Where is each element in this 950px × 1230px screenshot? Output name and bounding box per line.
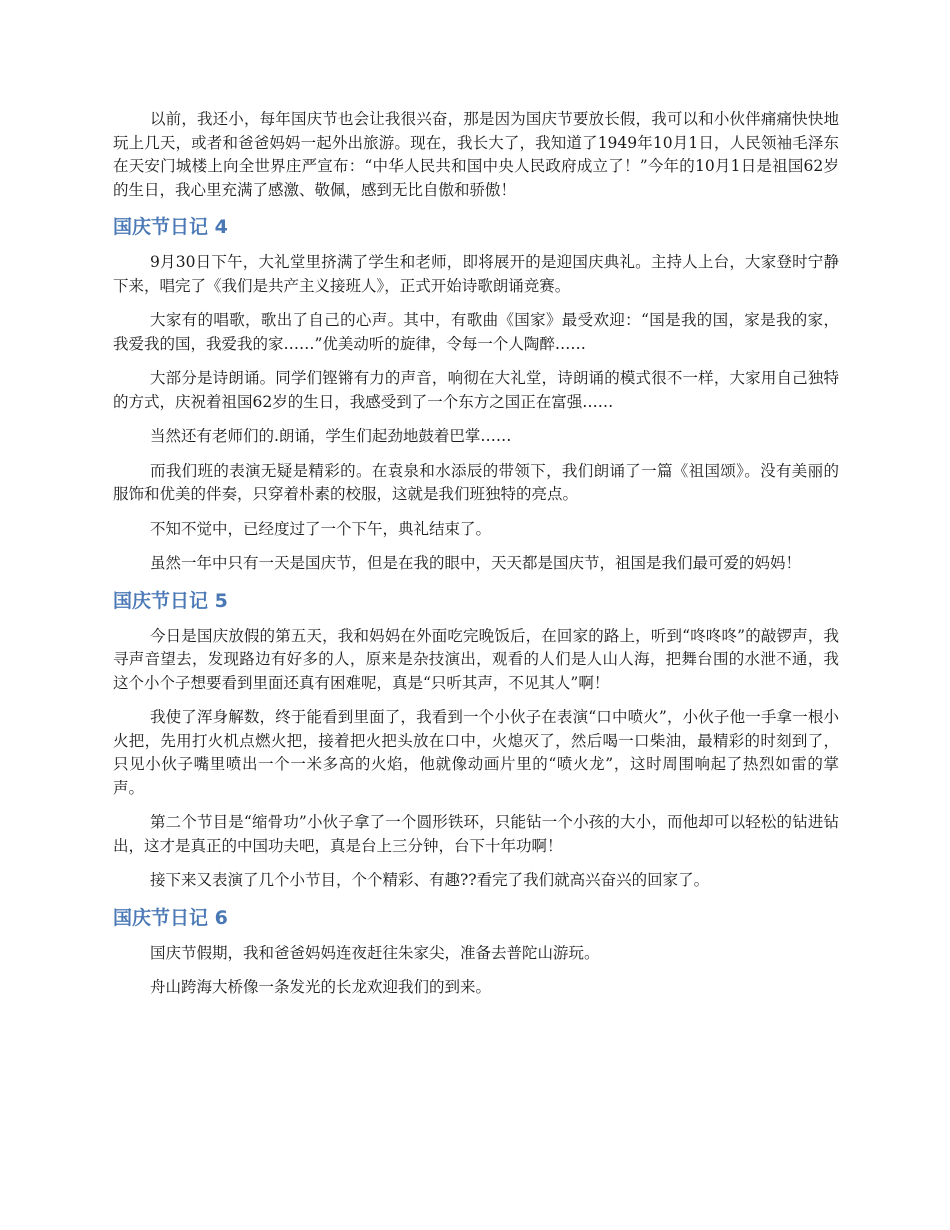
section-heading-diary-6: 国庆节日记 6 bbox=[113, 906, 228, 929]
paragraph: 以前，我还小，每年国庆节也会让我很兴奋，那是因为国庆节要放长假，我可以和小伙伴痛痛快快地玩上几天，或者和爸爸妈妈一起外出旅游。现在，我长大了，我知道了1949年10月1日，人民领袖毛泽东在天安门城楼上向全世界庄严宣布：“中华人民共和国中央人民政府成立了！”今年的10月1日是祖国62岁的生日，我心里充满了感激、敬佩，感到无比自傲和骄傲！ bbox=[113, 110, 839, 199]
paragraph: 大家有的唱歌，歌出了自己的心声。其中，有歌曲《国家》最受欢迎：“国是我的国，家是我的家，我爱我的国，我爱我的家……”优美动听的旋律，令每一个人陶醉…… bbox=[113, 311, 839, 353]
paragraph: 9月30日下午，大礼堂里挤满了学生和老师，即将展开的是迎国庆典礼。主持人上台，大家登时宁静下来，唱完了《我们是共产主义接班人》，正式开始诗歌朗诵竞赛。 bbox=[113, 253, 839, 295]
paragraph: 舟山跨海大桥像一条发光的长龙欢迎我们的到来。 bbox=[150, 978, 492, 996]
paragraph: 不知不觉中，已经度过了一个下午，典礼结束了。 bbox=[150, 519, 492, 538]
paragraph: 国庆节假期，我和爸爸妈妈连夜赶往朱家尖，准备去普陀山游玩。 bbox=[150, 943, 600, 962]
paragraph: 接下来又表演了几个小节目，个个精彩、有趣??看完了我们就高兴奋兴的回家了。 bbox=[150, 871, 710, 889]
document-page bbox=[113, 108, 839, 1011]
paragraph: 今日是国庆放假的第五天，我和妈妈在外面吃完晚饭后，在回家的路上，听到“咚咚咚”的敲锣声，我寻声音望去，发现路边有好多的人，原来是杂技演出，观看的人们是人山人海，把舞台围的水泄不通，我这个小个子想要看到里面还真有困难呢，真是“只听其声，不见其人”啊！ bbox=[113, 626, 839, 692]
section-heading-diary-4: 国庆节日记 4 bbox=[113, 216, 228, 238]
paragraph: 我使了浑身解数，终于能看到里面了，我看到一个小伙子在表演“口中喷火”，小伙子他一手拿一根小火把，先用打火机点燃火把，接着把火把头放在口中，火熄灭了，然后喝一口柴油，最精彩的时刻到了，只见小伙子嘴里喷出一个一米多高的火焰，他就像动画片里的“喷火龙”，这时周围响起了热烈如雷的掌声。 bbox=[113, 708, 839, 797]
paragraph: 第二个节目是“缩骨功”小伙子拿了一个圆形铁环，只能钻一个小孩的大小，而他却可以轻松的钻进钻出，这才是真正的中国功夫吧，真是台上三分钟，台下十年功啊！ bbox=[113, 813, 839, 855]
section-heading-diary-5: 国庆节日记 5 bbox=[113, 589, 228, 612]
paragraph: 而我们班的表演无疑是精彩的。在袁泉和水添辰的带领下，我们朗诵了一篇《祖国颂》。没有美丽的服饰和优美的伴奏，只穿着朴素的校服，这就是我们班独特的亮点。 bbox=[113, 461, 839, 503]
paragraph: 虽然一年中只有一天是国庆节，但是在我的眼中，天天都是国庆节，祖国是我们最可爱的妈妈！ bbox=[150, 554, 802, 572]
paragraph: 大部分是诗朗诵。同学们铿锵有力的声音，响彻在大礼堂，诗朗诵的模式很不一样，大家用自己独特的方式，庆祝着祖国62岁的生日，我感受到了一个东方之国正在富强…… bbox=[113, 369, 839, 411]
paragraph: 当然还有老师们的.朗诵，学生们起劲地鼓着巴掌…… bbox=[150, 427, 512, 445]
